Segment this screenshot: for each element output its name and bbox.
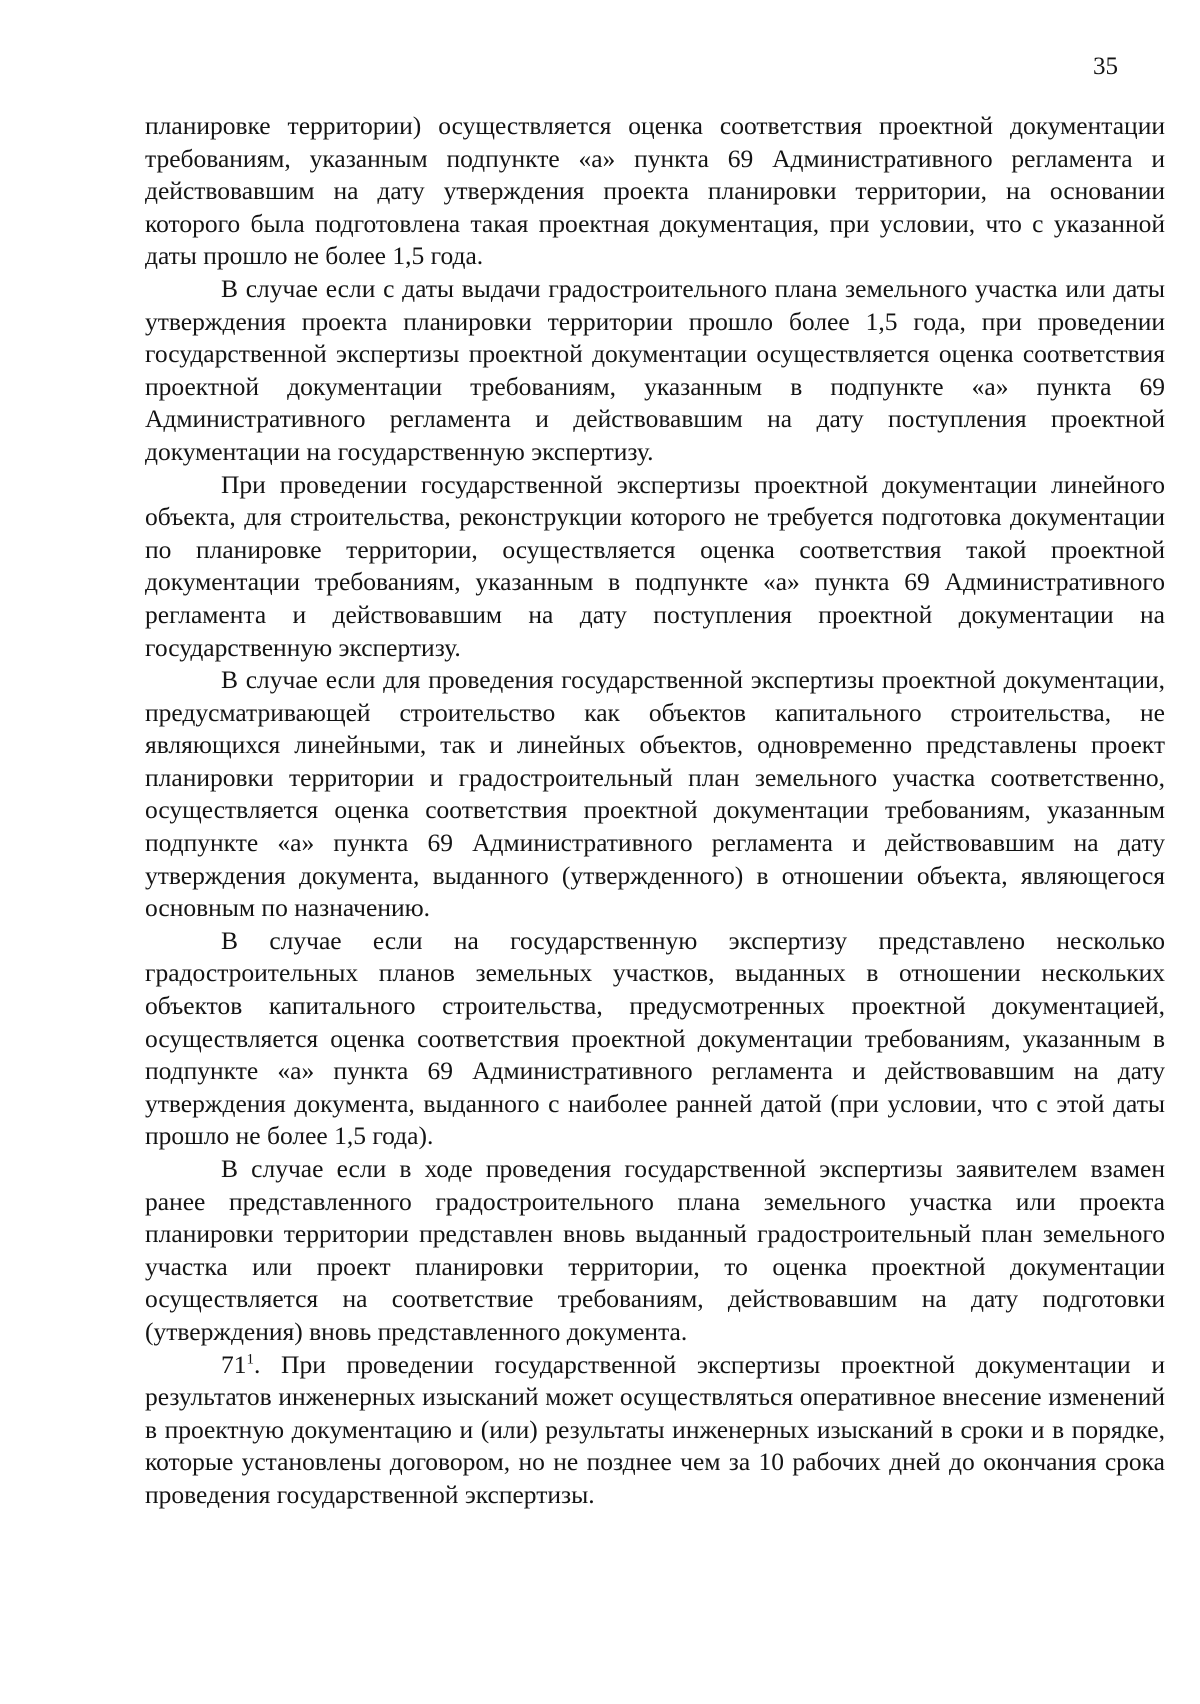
paragraph-multiple-plans: В случае если на государственную экспертизу представлено несколько градостроительных планов земельных участков, выданных в отношении нескольких объектов капитального строительства, предусмотренных проектной документацией, осуществляется оценка соответствия проектной документации требованиям, указанным в подпункте «а» пункта 69 Административного регламента и действовавшим на дату утверждения документа, выданного с наиболее ранней датой (при условии, что с этой даты прошло не более 1,5 года). [145,925,1165,1151]
paragraph-combined-objects: В случае если для проведения государственной экспертизы проектной документации, предусматривающей строительство как объектов капитального строительства, не являющихся линейными, так и линейных объектов, одновременно представлены проект планировки территории и градостроительный план земельного участка соответственно, осуществляется оценка соответствия проектной документации требованиям, указанным подпункте «а» пункта 69 Административного регламента и действовавшим на дату утверждения документа, выданного (утвержденного) в отношении объекта, являющегося основным по назначению. [145,665,1165,923]
paragraph-gpzu-expiry: В случае если с даты выдачи градостроительного плана земельного участка или даты утверждения проекта планировки территории прошло более 1,5 года, при проведении государственной экспертизы проектной документации осуществляется оценка соответствия проектной документации требованиям, указанным в подпункте «а» пункта 69 Административного регламента и действовавшим на дату поступления проектной документации на государственную экспертизу. [145,273,1165,466]
paragraph-linear-object: При проведении государственной экспертизы проектной документации линейного объекта, для строительства, реконструкции которого не требуется подготовка документации по планировке территории, осуществляется оценка соответствия такой проектной документации требованиям, указанным в подпункте «а» пункта 69 Административного регламента и действовавшим на дату поступления проектной документации на государственную экспертизу. [145,469,1165,662]
paragraph-replacement-plan: В случае если в ходе проведения государственной экспертизы заявителем взамен ранее представленного градостроительного плана земельного участка или проекта планировки территории представлен вновь выданный градостроительный план земельного участка или проект планировки территории, то оценка проектной документации осуществляется на соответствие требованиям, действовавшим на дату подготовки (утверждения) вновь представленного документа. [145,1154,1165,1346]
paragraph-71-1 [145,1349,1165,1512]
paragraph-continuation: планировке территории) осуществляется оценка соответствия проектной документации требованиям, указанным подпункте «а» пункта 69 Административного регламента и действовавшим на дату утверждения проекта планировки территории, на основании которого была подготовлена такая проектная документация, при условии, что с указанной даты прошло не более 1,5 года. [145,111,1165,271]
clause-text: . При проведении государственной экспертизы проектной документации и результатов инженерных изысканий может осуществляться оперативное внесение изменений в проектную документацию и (или) результаты инженерных изысканий в сроки и в порядке, которые установлены договором, но не позднее чем за 10 рабочих дней до окончания срока проведения государственной экспертизы. [145,1349,1165,1509]
clause-number: 71 [221,1349,247,1379]
page-number: 35 [1093,53,1118,80]
document-body [145,110,1165,1512]
clause-superscript: 1 [246,1351,254,1368]
